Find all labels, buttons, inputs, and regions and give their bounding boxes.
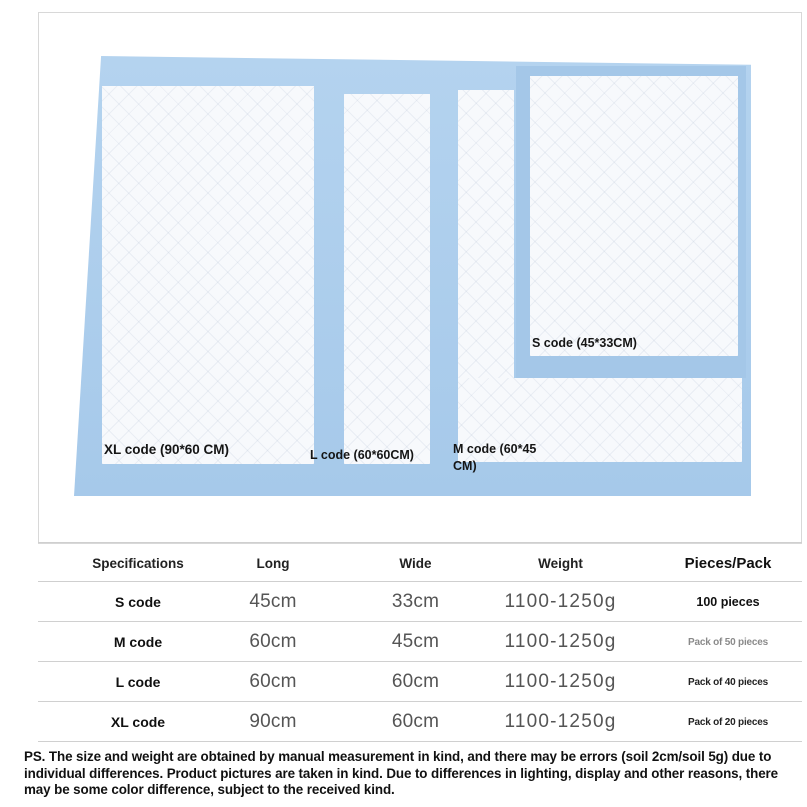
- header-pieces-per-pack: Pieces/Pack: [684, 554, 772, 572]
- l-size-label: L code (60*60CM): [310, 448, 414, 462]
- m-size-label: M code (60*45 CM): [453, 442, 537, 473]
- disclaimer-note: PS. The size and weight are obtained by manual measurement in kind, and there may be errors (soil 2cm/soil 5g) due to individual differences. Product pictures are taken in kind. Due to differences in lighting, display and other reasons, there may be some color difference, subject to the received kind.: [24, 749, 779, 797]
- table-row: [38, 702, 802, 742]
- row-long: 60cm: [249, 671, 297, 692]
- xl-pad: [102, 86, 314, 464]
- row-wide: 60cm: [391, 671, 440, 692]
- row-long: 90cm: [249, 711, 297, 732]
- table-row: [38, 582, 802, 622]
- row-long: 45cm: [249, 591, 297, 612]
- row-pieces: 100 pieces: [696, 595, 760, 609]
- row-pieces: Pack of 20 pieces: [688, 716, 768, 728]
- row-weight: 1100-1250g: [504, 671, 617, 692]
- table-header-row: [38, 542, 802, 582]
- s-pad: [530, 76, 738, 356]
- l-pad: [344, 94, 430, 464]
- header-wide: Wide: [399, 555, 432, 571]
- row-wide: 33cm: [391, 591, 440, 612]
- row-weight: 1100-1250g: [504, 711, 617, 732]
- row-weight: 1100-1250g: [504, 631, 617, 652]
- row-code: XL code: [110, 714, 166, 730]
- table-row: [38, 662, 802, 702]
- row-code: M code: [113, 634, 163, 650]
- row-pieces: Pack of 40 pieces: [688, 676, 768, 688]
- row-long: 60cm: [249, 631, 297, 652]
- row-code: S code: [115, 594, 161, 610]
- row-code: L code: [115, 674, 161, 690]
- row-wide: 45cm: [391, 631, 440, 652]
- product-photo: [74, 56, 751, 496]
- xl-size-label: XL code (90*60 CM): [104, 442, 230, 457]
- table-row: [38, 622, 802, 662]
- row-wide: 60cm: [391, 711, 440, 732]
- row-pieces: Pack of 50 pieces: [688, 636, 768, 648]
- header-specifications: Specifications: [92, 555, 184, 571]
- row-weight: 1100-1250g: [504, 591, 617, 612]
- s-size-label: S code (45*33CM): [532, 336, 637, 350]
- header-weight: Weight: [538, 555, 583, 571]
- header-long: Long: [256, 555, 290, 571]
